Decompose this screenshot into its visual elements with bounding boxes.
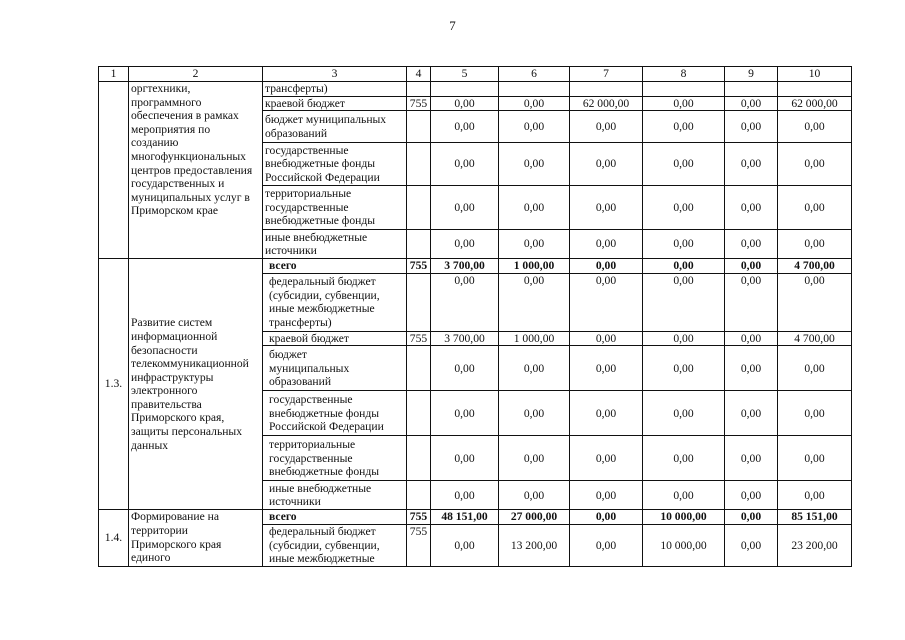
- amount-cell: 0,00: [643, 273, 725, 331]
- cell-line: правительства: [131, 397, 202, 411]
- amount-cell: 1 000,00: [499, 259, 570, 274]
- amount-cell: 0,00: [778, 273, 852, 331]
- cell-line: иные внебюджетные: [265, 230, 368, 244]
- amount-cell: 0,00: [643, 331, 725, 346]
- cell-line: государственные: [269, 392, 353, 406]
- amount-cell: 62 000,00: [778, 96, 852, 111]
- cell-line: программного: [131, 95, 202, 109]
- amount-cell: 0,00: [570, 273, 643, 331]
- cell-line: федеральный бюджет: [269, 275, 376, 289]
- amount-cell: 0,00: [725, 230, 778, 259]
- amount-cell: 0,00: [643, 143, 725, 186]
- header-cell: 5: [431, 67, 499, 82]
- amount-cell: 0,00: [431, 346, 499, 391]
- cell-line: электронного: [131, 384, 198, 398]
- amount-cell: 0,00: [499, 436, 570, 481]
- budget-code: 755: [407, 96, 431, 111]
- budget-code: 755: [407, 524, 431, 566]
- cell-line: Российской Федерации: [265, 170, 380, 184]
- amount-cell: 0,00: [570, 230, 643, 259]
- item-name: [129, 510, 263, 566]
- amount-cell: [778, 82, 852, 97]
- item-name: [129, 82, 263, 259]
- amount-cell: 0,00: [643, 111, 725, 143]
- cell-line: государственные: [265, 200, 349, 214]
- amount-cell: 3 700,00: [431, 259, 499, 274]
- funding-source: [263, 143, 407, 186]
- cell-line: иные внебюджетные: [269, 481, 372, 495]
- cell-line: трансферты): [265, 82, 328, 95]
- amount-cell: 0,00: [725, 96, 778, 111]
- amount-cell: [431, 82, 499, 97]
- amount-cell: 0,00: [570, 259, 643, 274]
- cell-line: государственные: [265, 143, 349, 157]
- cell-line: инфраструктуры: [131, 370, 214, 384]
- cell-line: Приморского края: [131, 537, 222, 551]
- amount-cell: 10 000,00: [643, 510, 725, 525]
- amount-cell: 13 200,00: [499, 524, 570, 566]
- item-name: [129, 259, 263, 510]
- amount-cell: 0,00: [499, 273, 570, 331]
- amount-cell: 0,00: [643, 186, 725, 230]
- cell-line: всего: [269, 259, 297, 273]
- amount-cell: [570, 82, 643, 97]
- header-cell: 2: [129, 67, 263, 82]
- amount-cell: 0,00: [431, 436, 499, 481]
- cell-line: иные межбюджетные: [269, 552, 375, 566]
- cell-line: государственных и: [131, 177, 225, 191]
- amount-cell: 62 000,00: [570, 96, 643, 111]
- cell-line: муниципальных услуг в: [131, 190, 250, 204]
- cell-line: Развитие систем: [131, 316, 213, 330]
- funding-source: [263, 186, 407, 230]
- cell-line: (субсидии, субвенции,: [269, 538, 380, 552]
- amount-cell: 0,00: [499, 346, 570, 391]
- amount-cell: 0,00: [570, 143, 643, 186]
- cell-line: Приморском крае: [131, 204, 219, 218]
- amount-cell: 0,00: [570, 524, 643, 566]
- cell-line: источники: [265, 244, 317, 258]
- cell-line: иные межбюджетные: [269, 302, 375, 316]
- cell-line: информационной: [131, 329, 218, 343]
- header-cell: 3: [263, 67, 407, 82]
- cell-line: внебюджетные фонды: [269, 465, 380, 479]
- cell-line: краевой бюджет: [269, 331, 349, 345]
- amount-cell: 0,00: [725, 186, 778, 230]
- budget-code: [407, 346, 431, 391]
- cell-line: образований: [269, 375, 332, 389]
- amount-cell: 0,00: [725, 143, 778, 186]
- amount-cell: 27 000,00: [499, 510, 570, 525]
- cell-line: данных: [131, 438, 169, 452]
- funding-source: [263, 111, 407, 143]
- cell-line: государственные: [269, 451, 353, 465]
- amount-cell: 0,00: [643, 481, 725, 510]
- cell-line: бюджет муниципальных: [265, 113, 387, 127]
- header-row: [99, 67, 852, 82]
- amount-cell: 0,00: [725, 273, 778, 331]
- header-cell: 10: [778, 67, 852, 82]
- amount-cell: 0,00: [431, 273, 499, 331]
- cell-line: территории: [131, 523, 188, 537]
- cell-line: всего: [269, 510, 297, 524]
- amount-cell: [725, 82, 778, 97]
- funding-source: [263, 436, 407, 481]
- amount-cell: 0,00: [778, 186, 852, 230]
- amount-cell: 0,00: [570, 111, 643, 143]
- table-row: [99, 259, 852, 274]
- amount-cell: 0,00: [431, 481, 499, 510]
- amount-cell: 4 700,00: [778, 259, 852, 274]
- cell-line: бюджет: [269, 347, 307, 361]
- amount-cell: 0,00: [431, 143, 499, 186]
- amount-cell: 0,00: [431, 111, 499, 143]
- amount-cell: 0,00: [778, 346, 852, 391]
- budget-code: [407, 230, 431, 259]
- funding-source: [263, 230, 407, 259]
- amount-cell: 0,00: [431, 96, 499, 111]
- amount-cell: 0,00: [778, 230, 852, 259]
- amount-cell: 0,00: [570, 481, 643, 510]
- amount-cell: 0,00: [725, 346, 778, 391]
- budget-code: 755: [407, 510, 431, 525]
- funding-source: [263, 273, 407, 331]
- amount-cell: [499, 82, 570, 97]
- cell-line: единого: [131, 551, 171, 565]
- amount-cell: 1 000,00: [499, 331, 570, 346]
- amount-cell: 0,00: [778, 436, 852, 481]
- cell-line: образований: [265, 126, 328, 140]
- amount-cell: 48 151,00: [431, 510, 499, 525]
- amount-cell: 0,00: [725, 259, 778, 274]
- cell-line: безопасности: [131, 343, 198, 357]
- cell-line: территориальные: [265, 187, 352, 201]
- funding-source: [263, 481, 407, 510]
- cell-line: внебюджетные фонды: [265, 157, 376, 171]
- amount-cell: 0,00: [570, 331, 643, 346]
- amount-cell: 0,00: [570, 436, 643, 481]
- table-row: [99, 510, 852, 525]
- header-cell: 7: [570, 67, 643, 82]
- cell-line: многофункциональных: [131, 149, 246, 163]
- amount-cell: 0,00: [499, 111, 570, 143]
- amount-cell: 0,00: [725, 331, 778, 346]
- amount-cell: 0,00: [643, 96, 725, 111]
- amount-cell: 0,00: [725, 510, 778, 525]
- cell-line: внебюджетные фонды: [265, 214, 376, 228]
- funding-source: [263, 331, 407, 346]
- amount-cell: 0,00: [570, 510, 643, 525]
- table-row: [99, 82, 852, 97]
- budget-code: [407, 143, 431, 186]
- cell-line: Российской Федерации: [269, 420, 384, 434]
- cell-line: телекоммуникационной: [131, 357, 249, 371]
- amount-cell: 0,00: [643, 436, 725, 481]
- funding-source: [263, 82, 407, 97]
- amount-cell: 0,00: [431, 391, 499, 436]
- amount-cell: 0,00: [725, 481, 778, 510]
- funding-source: [263, 96, 407, 111]
- header-cell: 1: [99, 67, 129, 82]
- amount-cell: 0,00: [499, 230, 570, 259]
- funding-source: [263, 524, 407, 566]
- cell-line: созданию: [131, 136, 179, 150]
- amount-cell: 0,00: [725, 111, 778, 143]
- amount-cell: 0,00: [499, 96, 570, 111]
- header-cell: 4: [407, 67, 431, 82]
- amount-cell: 4 700,00: [778, 331, 852, 346]
- cell-line: внебюджетные фонды: [269, 406, 380, 420]
- budget-code: [407, 481, 431, 510]
- item-number: 1.4.: [99, 510, 129, 566]
- budget-code: [407, 273, 431, 331]
- cell-line: Формирование на: [131, 510, 219, 524]
- amount-cell: [643, 82, 725, 97]
- budget-code: 755: [407, 331, 431, 346]
- amount-cell: 0,00: [643, 391, 725, 436]
- amount-cell: 10 000,00: [643, 524, 725, 566]
- amount-cell: 23 200,00: [778, 524, 852, 566]
- amount-cell: 0,00: [570, 186, 643, 230]
- header-cell: 9: [725, 67, 778, 82]
- cell-line: (субсидии, субвенции,: [269, 288, 380, 302]
- amount-cell: 0,00: [431, 524, 499, 566]
- budget-code: [407, 436, 431, 481]
- amount-cell: 0,00: [725, 436, 778, 481]
- header-cell: 8: [643, 67, 725, 82]
- amount-cell: 0,00: [570, 391, 643, 436]
- cell-line: территориальные: [269, 437, 356, 451]
- funding-source: [263, 391, 407, 436]
- cell-line: оргтехники,: [131, 82, 191, 95]
- amount-cell: 0,00: [499, 481, 570, 510]
- amount-cell: 0,00: [778, 481, 852, 510]
- page-number: 7: [449, 18, 456, 33]
- cell-line: обеспечения в рамках: [131, 109, 239, 123]
- budget-code: [407, 111, 431, 143]
- budget-code: 755: [407, 259, 431, 274]
- cell-line: муниципальных: [269, 361, 350, 375]
- amount-cell: 0,00: [643, 346, 725, 391]
- funding-source: [263, 259, 407, 274]
- funding-source: [263, 510, 407, 525]
- cell-line: краевой бюджет: [265, 96, 345, 110]
- cell-line: федеральный бюджет: [269, 524, 376, 538]
- amount-cell: 85 151,00: [778, 510, 852, 525]
- cell-line: мероприятия по: [131, 122, 211, 136]
- cell-line: центров предоставления: [131, 163, 253, 177]
- cell-line: трансферты): [269, 315, 332, 329]
- cell-line: источники: [269, 495, 321, 509]
- budget-code: [407, 82, 431, 97]
- budget-table: [98, 66, 852, 567]
- cell-line: Приморского края,: [131, 411, 225, 425]
- amount-cell: 0,00: [778, 111, 852, 143]
- item-number: [99, 82, 129, 259]
- table-body: [99, 67, 852, 567]
- amount-cell: 0,00: [499, 143, 570, 186]
- amount-cell: 0,00: [570, 346, 643, 391]
- amount-cell: 0,00: [431, 186, 499, 230]
- budget-code: [407, 186, 431, 230]
- header-cell: 6: [499, 67, 570, 82]
- amount-cell: 0,00: [725, 524, 778, 566]
- funding-source: [263, 346, 407, 391]
- item-number: 1.3.: [99, 259, 129, 510]
- amount-cell: 0,00: [643, 259, 725, 274]
- amount-cell: 0,00: [778, 391, 852, 436]
- amount-cell: 0,00: [499, 186, 570, 230]
- amount-cell: 0,00: [431, 230, 499, 259]
- budget-code: [407, 391, 431, 436]
- cell-line: защиты персональных: [131, 425, 243, 439]
- amount-cell: 0,00: [725, 391, 778, 436]
- amount-cell: 0,00: [499, 391, 570, 436]
- amount-cell: 3 700,00: [431, 331, 499, 346]
- amount-cell: 0,00: [778, 143, 852, 186]
- amount-cell: 0,00: [643, 230, 725, 259]
